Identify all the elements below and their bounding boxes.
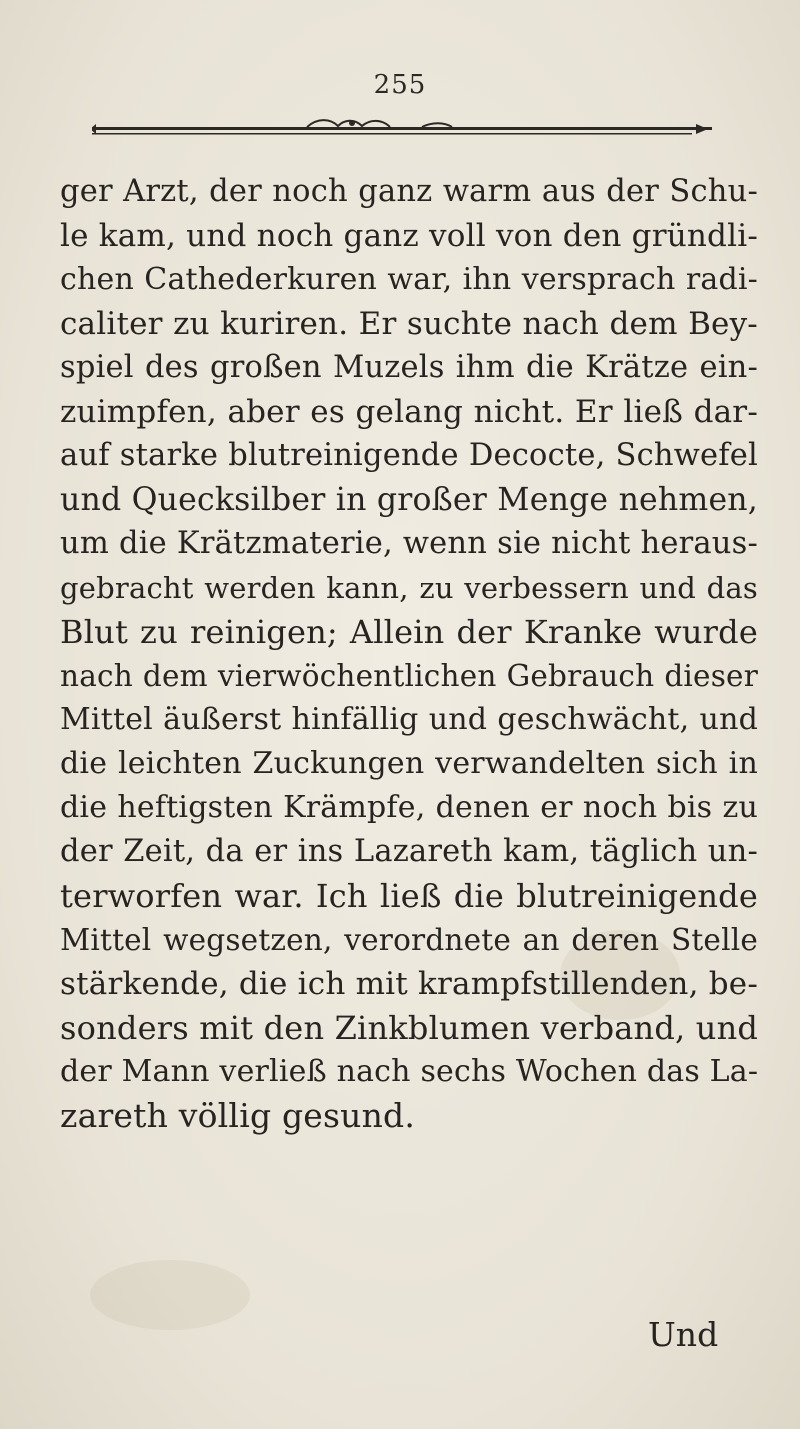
text-line: ger Arzt, der noch ganz warm aus der Schu- [60,174,758,209]
text-line: um die Krätzmaterie, wenn sie nicht heraus- [60,526,758,561]
text-line: der Zeit, da er ins Lazareth kam, täglich un- [60,834,758,869]
text-line: caliter zu kuriren. Er suchte nach dem Bey- [60,306,758,342]
text-line: sonders mit den Zinkblumen verband, und [60,1009,759,1047]
text-line: und Quecksilber in großer Menge nehmen, [60,482,758,518]
text-line: terworfen war. Ich ließ die blutreinigende [60,877,758,915]
text-line: Blut zu reinigen; Allein der Kranke wurde [60,613,758,651]
text-line: Mittel wegsetzen, verordnete an deren Stelle [60,923,758,957]
text-line: chen Cathederkuren war, ihn versprach radi- [60,262,758,297]
text-line: zareth völlig gesund. [60,1096,416,1135]
text-line: zuimpfen, aber es gelang nicht. Er ließ dar- [60,394,758,430]
text-line: der Mann verließ nach sechs Wochen das La- [60,1054,759,1089]
text-line: stärkende, die ich mit krampfstillenden, be- [60,966,758,1002]
ornamental-header-rule [92,114,712,144]
text-line: le kam, und noch ganz voll von den gründli- [60,218,758,254]
body-text [60,170,758,1138]
text-line: Mittel äußerst hinfällig und geschwächt, und [60,702,758,737]
catchword: Und [648,1315,719,1354]
page-number: 255 [373,70,427,100]
text-line: spiel des großen Muzels ihm die Krätze ein- [60,350,758,385]
text-line: die leichten Zuckungen verwandelten sich in [60,746,758,781]
text-line: nach dem vierwöchentlichen Gebrauch dieser [60,659,758,693]
text-line: gebracht werden kann, zu verbessern und das [60,571,758,605]
text-line: die heftigsten Krämpfe, denen er noch bis zu [60,790,758,825]
text-line: auf starke blutreinigende Decocte, Schwefel [60,438,758,473]
paper-stain [90,1260,250,1330]
